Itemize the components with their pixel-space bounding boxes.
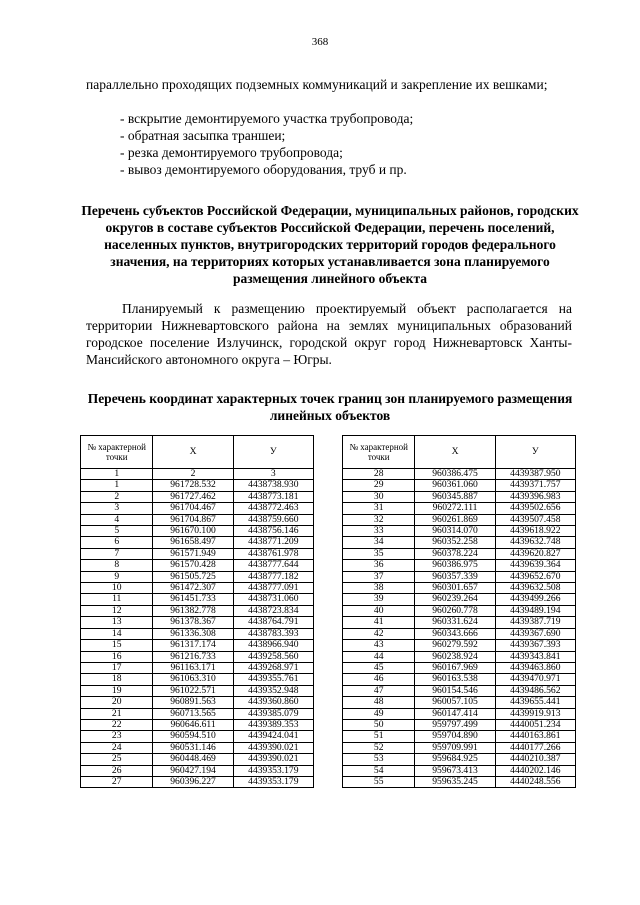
table-row bbox=[343, 526, 576, 537]
y-coordinate-cell: 4439352.948 bbox=[233, 685, 313, 696]
point-number-cell: 7 bbox=[81, 548, 153, 559]
table-row bbox=[81, 571, 314, 582]
table-row bbox=[81, 491, 314, 502]
x-coordinate-cell: 961704.867 bbox=[153, 514, 233, 525]
y-coordinate-cell: 4438777.182 bbox=[233, 571, 313, 582]
point-number-cell: 44 bbox=[343, 651, 415, 662]
x-coordinate-cell: 959635.245 bbox=[415, 776, 495, 787]
point-number-cell: 48 bbox=[343, 697, 415, 708]
x-coordinate-cell: 960314.070 bbox=[415, 526, 495, 537]
list-item: - вывоз демонтируемого оборудования, труб и пр. bbox=[120, 162, 407, 177]
point-number-cell: 40 bbox=[343, 605, 415, 616]
y-coordinate-cell: 4439919.913 bbox=[495, 708, 575, 719]
x-coordinate-cell: 960386.975 bbox=[415, 560, 495, 571]
point-number-cell: 4 bbox=[81, 514, 153, 525]
y-coordinate-cell: 4438738.930 bbox=[233, 480, 313, 491]
table-row bbox=[343, 571, 576, 582]
table-row bbox=[343, 628, 576, 639]
x-coordinate-cell: 961704.467 bbox=[153, 503, 233, 514]
section-heading-coordinates: Перечень координат характерных точек границ зон планируемого размещения линейных объектов bbox=[87, 391, 573, 423]
y-coordinate-cell: 4439387.950 bbox=[495, 469, 575, 480]
table-row bbox=[343, 480, 576, 491]
y-coordinate-cell: 4439463.860 bbox=[495, 662, 575, 673]
y-coordinate-cell: 3 bbox=[233, 469, 313, 480]
table-row bbox=[81, 765, 314, 776]
x-coordinate-cell: 959684.925 bbox=[415, 754, 495, 765]
x-coordinate-cell: 960272.111 bbox=[415, 503, 495, 514]
table-row bbox=[81, 617, 314, 628]
point-number-cell: 38 bbox=[343, 583, 415, 594]
table-row bbox=[81, 731, 314, 742]
y-coordinate-cell: 4438756.146 bbox=[233, 526, 313, 537]
y-coordinate-cell: 4438783.393 bbox=[233, 628, 313, 639]
table-row bbox=[81, 742, 314, 753]
x-coordinate-cell: 961658.497 bbox=[153, 537, 233, 548]
y-coordinate-cell: 4439618.922 bbox=[495, 526, 575, 537]
x-coordinate-cell: 960260.778 bbox=[415, 605, 495, 616]
point-number-cell: 28 bbox=[343, 469, 415, 480]
x-coordinate-cell: 960147.414 bbox=[415, 708, 495, 719]
y-coordinate-cell: 4439343.841 bbox=[495, 651, 575, 662]
table-row bbox=[343, 537, 576, 548]
y-coordinate-cell: 4439655.441 bbox=[495, 697, 575, 708]
x-coordinate-cell: 960386.475 bbox=[415, 469, 495, 480]
point-number-cell: 36 bbox=[343, 560, 415, 571]
x-coordinate-cell: 960057.105 bbox=[415, 697, 495, 708]
table-row bbox=[343, 548, 576, 559]
x-coordinate-cell: 961571.949 bbox=[153, 548, 233, 559]
y-coordinate-cell: 4439620.827 bbox=[495, 548, 575, 559]
x-coordinate-cell: 961570.428 bbox=[153, 560, 233, 571]
table-row bbox=[81, 583, 314, 594]
y-coordinate-cell: 4438731.060 bbox=[233, 594, 313, 605]
point-number-cell: 19 bbox=[81, 685, 153, 696]
point-number-cell: 22 bbox=[81, 719, 153, 730]
x-coordinate-cell: 960891.563 bbox=[153, 697, 233, 708]
paragraph-location: Планируемый к размещению проектируемый объект располагается на территории Нижневартовского района на землях муниципальных образований городское поселение Излучинск, городской округ город Нижневартовск Ханты-Мансийского автономного округа – Югры. bbox=[86, 301, 572, 367]
table-row bbox=[343, 742, 576, 753]
x-coordinate-cell: 961317.174 bbox=[153, 640, 233, 651]
point-number-cell: 27 bbox=[81, 776, 153, 787]
x-coordinate-cell: 961063.310 bbox=[153, 674, 233, 685]
table-row bbox=[343, 594, 576, 605]
x-coordinate-cell: 960361.060 bbox=[415, 480, 495, 491]
point-number-cell: 33 bbox=[343, 526, 415, 537]
y-coordinate-cell: 4439639.364 bbox=[495, 560, 575, 571]
x-coordinate-cell: 961163.171 bbox=[153, 662, 233, 673]
point-number-cell: 14 bbox=[81, 628, 153, 639]
table-index-row bbox=[81, 469, 314, 480]
table-row bbox=[343, 640, 576, 651]
y-coordinate-cell: 4438723.834 bbox=[233, 605, 313, 616]
point-number-cell: 51 bbox=[343, 731, 415, 742]
table-row bbox=[81, 605, 314, 616]
y-coordinate-cell: 4439652.670 bbox=[495, 571, 575, 582]
y-coordinate-cell: 4439632.748 bbox=[495, 537, 575, 548]
x-coordinate-cell: 961670.100 bbox=[153, 526, 233, 537]
x-coordinate-cell: 960343.666 bbox=[415, 628, 495, 639]
table-row bbox=[81, 685, 314, 696]
x-coordinate-cell: 961336.308 bbox=[153, 628, 233, 639]
point-number-cell: 31 bbox=[343, 503, 415, 514]
table-row bbox=[343, 560, 576, 571]
point-number-cell: 32 bbox=[343, 514, 415, 525]
point-number-cell: 6 bbox=[81, 537, 153, 548]
table-row bbox=[81, 776, 314, 787]
x-coordinate-cell: 960531.146 bbox=[153, 742, 233, 753]
x-coordinate-cell: 960448.469 bbox=[153, 754, 233, 765]
table-row bbox=[343, 708, 576, 719]
point-number-cell: 1 bbox=[81, 480, 153, 491]
x-coordinate-cell: 961382.778 bbox=[153, 605, 233, 616]
x-coordinate-cell: 2 bbox=[153, 469, 233, 480]
x-coordinate-cell: 960713.565 bbox=[153, 708, 233, 719]
point-number-cell: 2 bbox=[81, 491, 153, 502]
point-number-cell: 20 bbox=[81, 697, 153, 708]
coordinates-table-right bbox=[342, 435, 576, 788]
y-coordinate-cell: 4440163.861 bbox=[495, 731, 575, 742]
y-coordinate-cell: 4439499.266 bbox=[495, 594, 575, 605]
point-number-cell: 17 bbox=[81, 662, 153, 673]
table-row bbox=[81, 594, 314, 605]
point-number-cell: 41 bbox=[343, 617, 415, 628]
table-row bbox=[81, 514, 314, 525]
y-coordinate-cell: 4439470.971 bbox=[495, 674, 575, 685]
table-row bbox=[81, 651, 314, 662]
point-number-cell: 29 bbox=[343, 480, 415, 491]
y-coordinate-cell: 4438759.660 bbox=[233, 514, 313, 525]
list-item: - резка демонтируемого трубопровода; bbox=[120, 145, 343, 160]
x-coordinate-cell: 960352.258 bbox=[415, 537, 495, 548]
y-coordinate-cell: 4439507.458 bbox=[495, 514, 575, 525]
y-coordinate-cell: 4439390.021 bbox=[233, 754, 313, 765]
point-number-cell: 39 bbox=[343, 594, 415, 605]
point-number-cell: 12 bbox=[81, 605, 153, 616]
table-row bbox=[343, 662, 576, 673]
x-coordinate-cell: 960301.657 bbox=[415, 583, 495, 594]
point-number-cell: 24 bbox=[81, 742, 153, 753]
x-coordinate-cell: 960345.887 bbox=[415, 491, 495, 502]
table-row bbox=[343, 617, 576, 628]
y-coordinate-cell: 4439424.041 bbox=[233, 731, 313, 742]
y-coordinate-cell: 4438764.791 bbox=[233, 617, 313, 628]
list-item: - вскрытие демонтируемого участка трубопровода; bbox=[120, 111, 414, 126]
y-coordinate-cell: 4440202.146 bbox=[495, 765, 575, 776]
point-number-cell: 5 bbox=[81, 526, 153, 537]
point-number-cell: 52 bbox=[343, 742, 415, 753]
table-row bbox=[343, 731, 576, 742]
x-coordinate-cell: 959673.413 bbox=[415, 765, 495, 776]
point-number-cell: 25 bbox=[81, 754, 153, 765]
y-coordinate-cell: 4439385.079 bbox=[233, 708, 313, 719]
table-row bbox=[343, 697, 576, 708]
y-coordinate-cell: 4438772.463 bbox=[233, 503, 313, 514]
table-row bbox=[81, 662, 314, 673]
table-row bbox=[343, 765, 576, 776]
paragraph-continuation: параллельно проходящих подземных коммуникаций и закрепление их вешками; bbox=[86, 77, 548, 92]
y-coordinate-cell: 4440177.266 bbox=[495, 742, 575, 753]
point-number-cell: 21 bbox=[81, 708, 153, 719]
y-coordinate-cell: 4439353.179 bbox=[233, 776, 313, 787]
point-number-cell: 8 bbox=[81, 560, 153, 571]
table-row bbox=[81, 526, 314, 537]
point-number-cell: 1 bbox=[81, 469, 153, 480]
point-number-cell: 15 bbox=[81, 640, 153, 651]
y-coordinate-cell: 4439371.757 bbox=[495, 480, 575, 491]
table-row bbox=[343, 776, 576, 787]
x-coordinate-cell: 960163.538 bbox=[415, 674, 495, 685]
y-coordinate-cell: 4440051.234 bbox=[495, 719, 575, 730]
y-coordinate-cell: 4438771.209 bbox=[233, 537, 313, 548]
y-coordinate-cell: 4439632.508 bbox=[495, 583, 575, 594]
x-coordinate-cell: 960279.592 bbox=[415, 640, 495, 651]
x-coordinate-cell: 961216.733 bbox=[153, 651, 233, 662]
point-number-cell: 10 bbox=[81, 583, 153, 594]
x-coordinate-cell: 960239.264 bbox=[415, 594, 495, 605]
header-point-number: № характерной точки bbox=[81, 436, 153, 469]
table-row bbox=[81, 628, 314, 639]
x-coordinate-cell: 960238.924 bbox=[415, 651, 495, 662]
y-coordinate-cell: 4438777.091 bbox=[233, 583, 313, 594]
table-row bbox=[343, 503, 576, 514]
table-row bbox=[343, 469, 576, 480]
table-row bbox=[343, 651, 576, 662]
x-coordinate-cell: 960261.869 bbox=[415, 514, 495, 525]
point-number-cell: 46 bbox=[343, 674, 415, 685]
list-item: - обратная засыпка траншеи; bbox=[120, 128, 286, 143]
work-steps-list bbox=[120, 110, 413, 178]
table-row bbox=[343, 754, 576, 765]
y-coordinate-cell: 4439486.562 bbox=[495, 685, 575, 696]
y-coordinate-cell: 4438777.644 bbox=[233, 560, 313, 571]
y-coordinate-cell: 4440210.387 bbox=[495, 754, 575, 765]
x-coordinate-cell: 960154.546 bbox=[415, 685, 495, 696]
y-coordinate-cell: 4439389.353 bbox=[233, 719, 313, 730]
x-coordinate-cell: 960646.611 bbox=[153, 719, 233, 730]
table-row bbox=[343, 719, 576, 730]
header-y: У bbox=[233, 436, 313, 469]
point-number-cell: 26 bbox=[81, 765, 153, 776]
table-row bbox=[81, 708, 314, 719]
table-row bbox=[81, 719, 314, 730]
y-coordinate-cell: 4439268.971 bbox=[233, 662, 313, 673]
table-row bbox=[81, 697, 314, 708]
x-coordinate-cell: 961378.367 bbox=[153, 617, 233, 628]
table-row bbox=[343, 674, 576, 685]
point-number-cell: 42 bbox=[343, 628, 415, 639]
section-heading-territories: Перечень субъектов Российской Федерации, муниципальных районов, городских округов в составе субъектов Российской Федерации, перечень поселений, населенных пунктов, внутригородских территорий городов федерального значения, на территориях которых устанавливается зона планируемого размещения линейного объекта bbox=[81, 203, 579, 286]
y-coordinate-cell: 4439360.860 bbox=[233, 697, 313, 708]
x-coordinate-cell: 961728.532 bbox=[153, 480, 233, 491]
point-number-cell: 47 bbox=[343, 685, 415, 696]
y-coordinate-cell: 4439355.761 bbox=[233, 674, 313, 685]
y-coordinate-cell: 4439396.983 bbox=[495, 491, 575, 502]
table-row bbox=[81, 560, 314, 571]
x-coordinate-cell: 960378.224 bbox=[415, 548, 495, 559]
x-coordinate-cell: 959709.991 bbox=[415, 742, 495, 753]
x-coordinate-cell: 960357.339 bbox=[415, 571, 495, 582]
point-number-cell: 23 bbox=[81, 731, 153, 742]
x-coordinate-cell: 960396.227 bbox=[153, 776, 233, 787]
x-coordinate-cell: 960331.624 bbox=[415, 617, 495, 628]
table-row bbox=[81, 754, 314, 765]
point-number-cell: 3 bbox=[81, 503, 153, 514]
point-number-cell: 43 bbox=[343, 640, 415, 651]
table-row bbox=[81, 480, 314, 491]
table-row bbox=[343, 491, 576, 502]
x-coordinate-cell: 961505.725 bbox=[153, 571, 233, 582]
point-number-cell: 13 bbox=[81, 617, 153, 628]
point-number-cell: 16 bbox=[81, 651, 153, 662]
table-row bbox=[343, 583, 576, 594]
coordinates-table-left bbox=[80, 435, 314, 788]
x-coordinate-cell: 959704.890 bbox=[415, 731, 495, 742]
y-coordinate-cell: 4438773.181 bbox=[233, 491, 313, 502]
x-coordinate-cell: 960594.510 bbox=[153, 731, 233, 742]
coordinates-table-right-body bbox=[343, 469, 576, 788]
header-x: X bbox=[415, 436, 495, 469]
point-number-cell: 9 bbox=[81, 571, 153, 582]
x-coordinate-cell: 960427.194 bbox=[153, 765, 233, 776]
point-number-cell: 35 bbox=[343, 548, 415, 559]
x-coordinate-cell: 960167.969 bbox=[415, 662, 495, 673]
table-row bbox=[343, 514, 576, 525]
point-number-cell: 45 bbox=[343, 662, 415, 673]
table-row bbox=[81, 503, 314, 514]
point-number-cell: 50 bbox=[343, 719, 415, 730]
y-coordinate-cell: 4440248.556 bbox=[495, 776, 575, 787]
y-coordinate-cell: 4439387.719 bbox=[495, 617, 575, 628]
x-coordinate-cell: 961472.307 bbox=[153, 583, 233, 594]
y-coordinate-cell: 4439489.194 bbox=[495, 605, 575, 616]
coordinates-table-left-body bbox=[81, 469, 314, 788]
point-number-cell: 53 bbox=[343, 754, 415, 765]
x-coordinate-cell: 961451.733 bbox=[153, 594, 233, 605]
y-coordinate-cell: 4438761.978 bbox=[233, 548, 313, 559]
header-x: X bbox=[153, 436, 233, 469]
point-number-cell: 55 bbox=[343, 776, 415, 787]
y-coordinate-cell: 4438966.940 bbox=[233, 640, 313, 651]
point-number-cell: 30 bbox=[343, 491, 415, 502]
point-number-cell: 37 bbox=[343, 571, 415, 582]
table-row bbox=[81, 537, 314, 548]
point-number-cell: 49 bbox=[343, 708, 415, 719]
point-number-cell: 18 bbox=[81, 674, 153, 685]
header-y: У bbox=[495, 436, 575, 469]
x-coordinate-cell: 961727.462 bbox=[153, 491, 233, 502]
table-row bbox=[81, 548, 314, 559]
table-row bbox=[81, 674, 314, 685]
y-coordinate-cell: 4439502.656 bbox=[495, 503, 575, 514]
y-coordinate-cell: 4439367.393 bbox=[495, 640, 575, 651]
point-number-cell: 54 bbox=[343, 765, 415, 776]
y-coordinate-cell: 4439353.179 bbox=[233, 765, 313, 776]
point-number-cell: 11 bbox=[81, 594, 153, 605]
x-coordinate-cell: 961022.571 bbox=[153, 685, 233, 696]
y-coordinate-cell: 4439390.021 bbox=[233, 742, 313, 753]
y-coordinate-cell: 4439367.690 bbox=[495, 628, 575, 639]
page-number: 368 bbox=[311, 36, 329, 48]
table-row bbox=[343, 605, 576, 616]
y-coordinate-cell: 4439258.560 bbox=[233, 651, 313, 662]
header-point-number: № характерной точки bbox=[343, 436, 415, 469]
x-coordinate-cell: 959797.499 bbox=[415, 719, 495, 730]
point-number-cell: 34 bbox=[343, 537, 415, 548]
table-row bbox=[81, 640, 314, 651]
table-row bbox=[343, 685, 576, 696]
